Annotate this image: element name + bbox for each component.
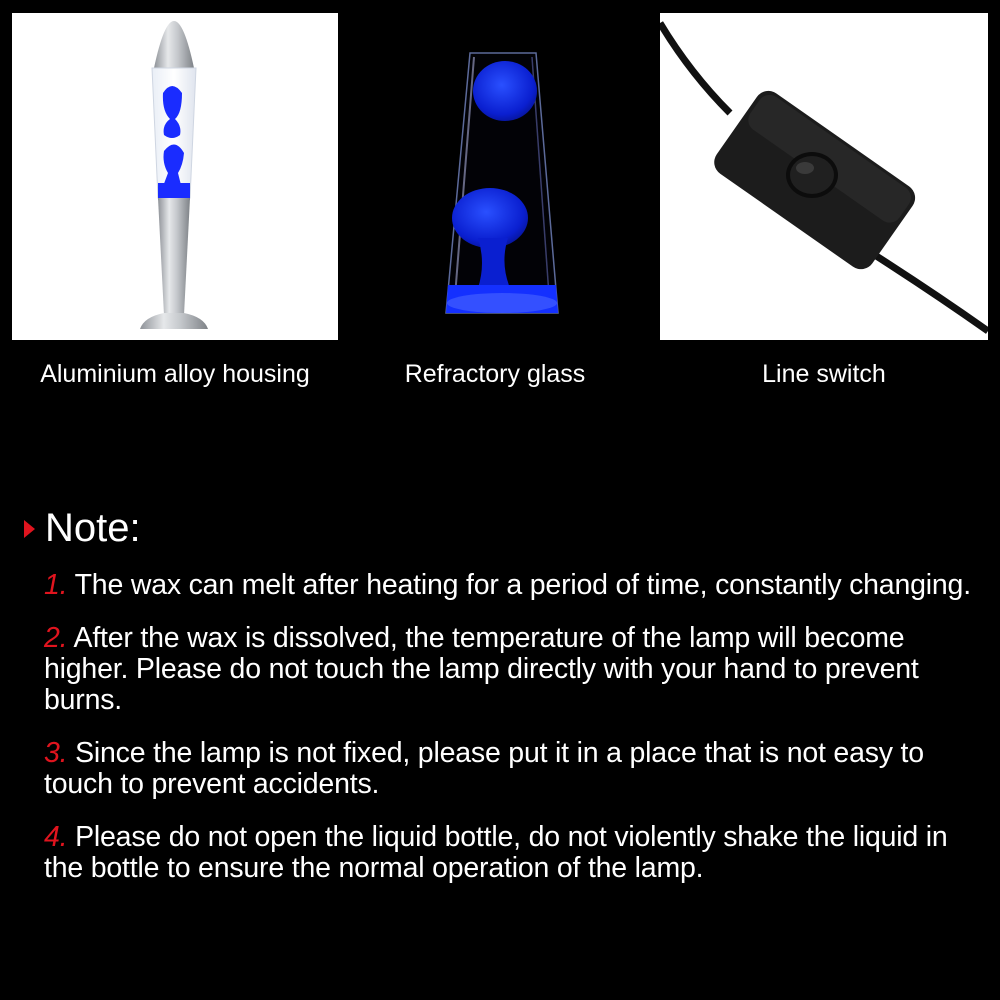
note-number: 4. xyxy=(44,821,68,853)
note-title: Note: xyxy=(45,506,141,550)
note-item xyxy=(44,738,974,800)
triangle-arrow-icon xyxy=(24,520,35,538)
note-number: 3. xyxy=(44,737,68,769)
note-text: After the wax is dissolved, the temperature of the lamp will become higher. Please do not touch the lamp directly with your hand to prevent burns. xyxy=(44,622,919,716)
feature-caption-glass: Refractory glass xyxy=(404,360,586,388)
note-text: Please do not open the liquid bottle, do not violently shake the liquid in the bottle to ensure the normal operation of the lamp. xyxy=(44,821,948,884)
inline-switch-photo xyxy=(660,13,988,340)
note-text: The wax can melt after heating for a period of time, constantly changing. xyxy=(74,569,971,601)
note-number: 2. xyxy=(44,622,68,654)
aluminium-lamp-photo xyxy=(12,13,338,340)
note-number: 1. xyxy=(44,569,68,601)
note-text: Since the lamp is not fixed, please put it in a place that is not easy to touch to prevent accidents. xyxy=(44,737,924,800)
note-item xyxy=(44,570,974,601)
glowing-glass-bottle-photo xyxy=(350,13,650,340)
note-item xyxy=(44,822,974,884)
note-item xyxy=(44,623,974,716)
feature-caption-switch: Line switch xyxy=(762,360,886,388)
note-heading xyxy=(24,505,141,551)
feature-caption-housing: Aluminium alloy housing xyxy=(40,360,310,388)
note-list xyxy=(44,570,974,906)
